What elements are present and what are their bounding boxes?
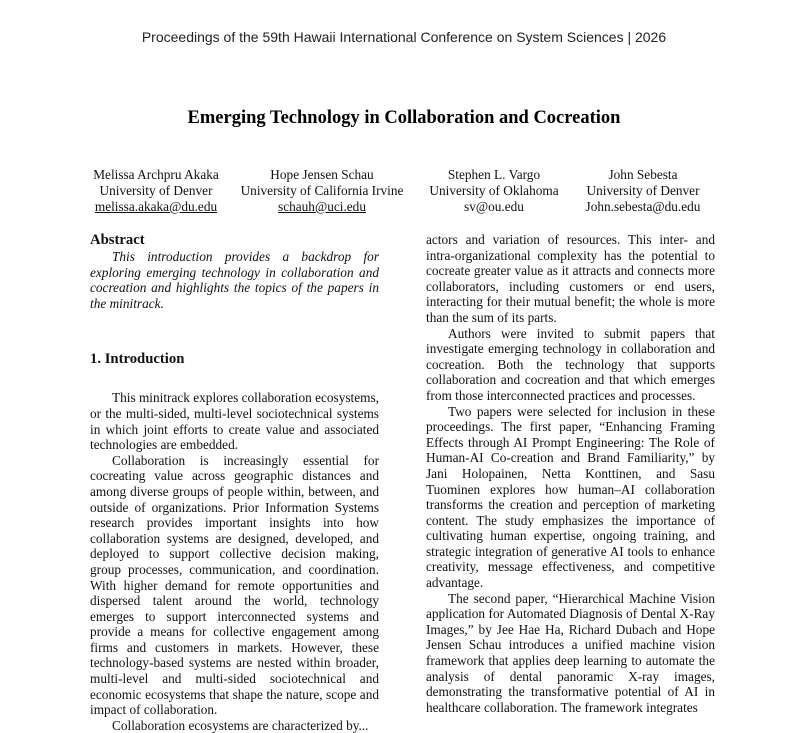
right-column	[426, 232, 715, 715]
author-email: sv@ou.edu	[464, 199, 524, 214]
left-column	[90, 232, 379, 733]
paper-title: Emerging Technology in Collaboration and Cocreation	[187, 108, 621, 128]
author-email: John.sebesta@du.edu	[585, 199, 701, 214]
body-paragraph: actors and variation of resources. This inter- and intra-organizational complexity has the potential to cocreate greater value as it attracts and connects more collaborators, including customers or end users, interacting for their mutual benefit; the whole is more than the sum of its parts.	[426, 232, 715, 325]
author-affiliation: University of California Irvine	[240, 183, 404, 198]
author-affiliation: University of Denver	[99, 183, 213, 198]
author-name: John Sebesta	[608, 167, 678, 182]
body-paragraph: Collaboration is increasingly essential for cocreating value across geographic distances and among diverse groups of people within, between, and outside of organizations. Prior Information Systems research provides important insights into how collaboration systems are designed, developed, and deployed to support collective decision making, group processes, communication, and coordination. With higher demand for remote opportunities and dispersed talent around the world, technology emerges to support interconnected systems and provide a means for collective engagement among firms and customers in markets. However, these technology-based systems are nested within broader, multi-level and multi-sided sociotechnical and economic ecosystems that shape the nature, scope and impact of collaboration.	[90, 452, 379, 718]
author-block	[88, 167, 224, 215]
abstract-text: This introduction provides a backdrop for exploring emerging technology in collaboration and cocreation and highlights the topics of the papers in the minitrack.	[90, 249, 379, 311]
body-paragraph: Authors were invited to submit papers that investigate emerging technology in collaboration and cocreation. Both the technology that supports collaboration and cocreation and that which emerges from those interconnected practices and processes.	[426, 325, 715, 403]
author-name: Melissa Archpru Akaka	[93, 167, 219, 182]
author-affiliation: University of Denver	[586, 183, 700, 198]
body-paragraph: This minitrack explores collaboration ecosystems, or the multi-sided, multi-level sociotechnical systems in which joint efforts to create value and associated technologies are embedded.	[90, 390, 379, 453]
body-paragraph: Two papers were selected for inclusion in these proceedings. The first paper, “Enhancing Framing Effects through AI Prompt Engineering: The Role of Human-AI Co-creation and Brand Familiarity,” by Jani Holopainen, Netta Konttinen, and Sasu Tuominen explores how human–AI collaboration transforms the creation and perception of marketing content. The study emphasizes the importance of cultivating human expertise, ongoing training, and strategic integration of generative AI tools to enhance creativity, message effectiveness, and competitive advantage.	[426, 403, 715, 591]
author-affiliation: University of Oklahoma	[429, 183, 559, 198]
body-paragraph: Collaboration ecosystems are characterized by...	[112, 717, 369, 733]
section-heading-introduction: 1. Introduction	[90, 351, 185, 368]
author-block	[580, 167, 706, 215]
author-name: Hope Jensen Schau	[270, 167, 374, 182]
author-block	[424, 167, 564, 215]
body-paragraph: The second paper, “Hierarchical Machine Vision application for Automated Diagnosis of Dental X-Ray Images,” by Jee Hae Ha, Richard Dubach and Hope Jensen Schau introduces a unified machine vision framework that applies deep learning to automate the analysis of dental panoramic X-ray images, demonstrating the transformative potential of AI in healthcare collaboration. The framework integrates	[426, 590, 715, 715]
abstract-heading: Abstract	[90, 232, 145, 248]
author-block	[236, 167, 408, 215]
proceedings-header: Proceedings of the 59th Hawaii International Conference on System Sciences | 2026	[141, 29, 667, 45]
author-email-link[interactable]: schauh@uci.edu	[278, 199, 366, 214]
author-email-link[interactable]: melissa.akaka@du.edu	[94, 199, 218, 214]
author-name: Stephen L. Vargo	[447, 167, 541, 182]
